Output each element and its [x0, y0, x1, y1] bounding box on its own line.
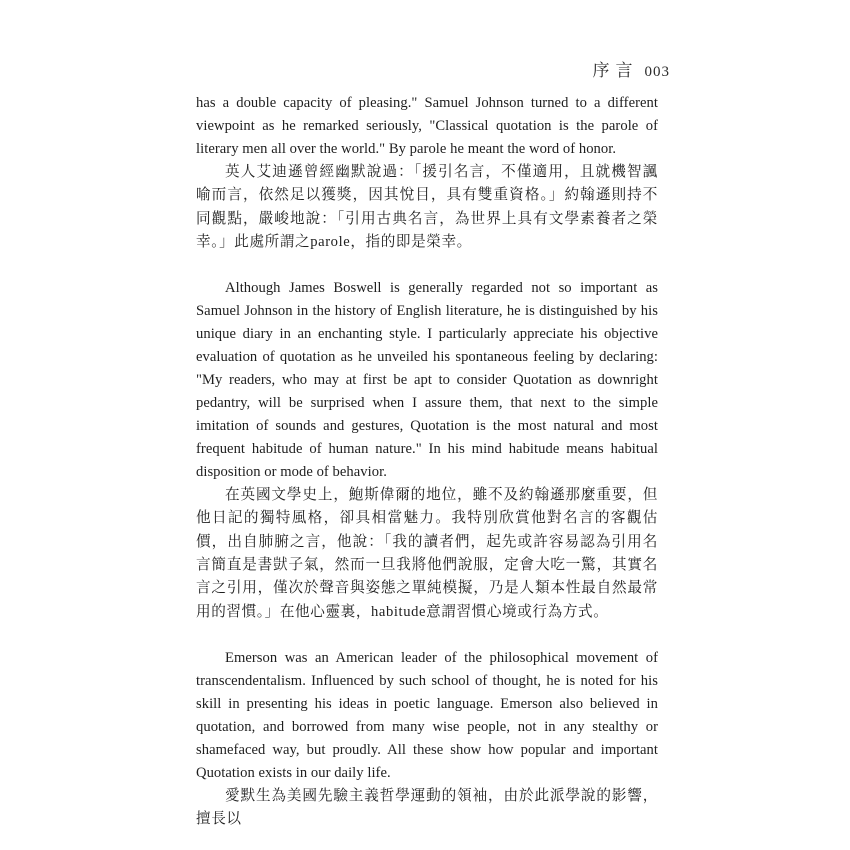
page-number: 003 [644, 64, 670, 80]
body-text [196, 92, 658, 832]
paragraph-spacer [196, 254, 658, 277]
running-header [593, 56, 671, 81]
paragraph-spacer [196, 624, 658, 647]
section-title: 序言 [592, 61, 639, 80]
paragraph-boswell-zh: 在英國文學史上，鮑斯偉爾的地位，雖不及約翰遜那麼重要，但他日記的獨特風格，卻具相當魅力。我特別欣賞他對名言的客觀估價，出自肺腑之言，他說：「我的讀者們，起先或許容易認為引用名言簡直是書獃子氣，然而一旦我將他們說服，定會大吃一驚，其實名言之引用，僅次於聲音與姿態之單純模擬，乃是人類本性最自然最常用的習慣。」在他心靈裏，habitude意謂習慣心境或行為方式。 [196, 487, 658, 620]
paragraph-addison-johnson-zh: 英人艾迪遜曾經幽默說過：「援引名言，不僅適用，且就機智諷喻而言，依然足以獲獎，因其悅目，具有雙重資格。」約翰遜則持不同觀點，嚴峻地說：「引用古典名言，為世界上具有文學素養者之榮幸。」此處所謂之parole，指的即是榮幸。 [196, 164, 658, 250]
paragraph-emerson-en: Emerson was an American leader of the philosophical movement of transcendentalism. Influenced by such school of thought, he is noted for his skill in presenting his ideas in poetic language. Emerson also believed in quotation, and borrowed from many wise people, not in any stealthy or shamefaced way, but proudly. All these show how popular and important Quotation exists in our daily life. [196, 649, 658, 781]
paragraph-addison-johnson-en: has a double capacity of pleasing." Samuel Johnson turned to a different viewpoint as he remarked seriously, "Classical quotation is the parole of literary men all over the world." By parole he meant the word of honor. [196, 95, 658, 157]
paragraph-boswell-en: Although James Boswell is generally regarded not so important as Samuel Johnson in the history of English literature, he is distinguished by his unique diary in an enchanting style. I particularly appreciate his objective evaluation of quotation as he unveiled his spontaneous feeling by declaring: "My readers, who may at first be apt to consider Quotation as downright pedantry, will be surprised when I assure them, that next to the simple imitation of sounds and gestures, Quotation is the most natural and most frequent habitude of human nature." In his mind habitude means habitual disposition or mode of behavior. [196, 280, 658, 481]
paragraph-emerson-zh: 愛默生為美國先驗主義哲學運動的領袖，由於此派學說的影響，擅長以 [196, 787, 658, 828]
